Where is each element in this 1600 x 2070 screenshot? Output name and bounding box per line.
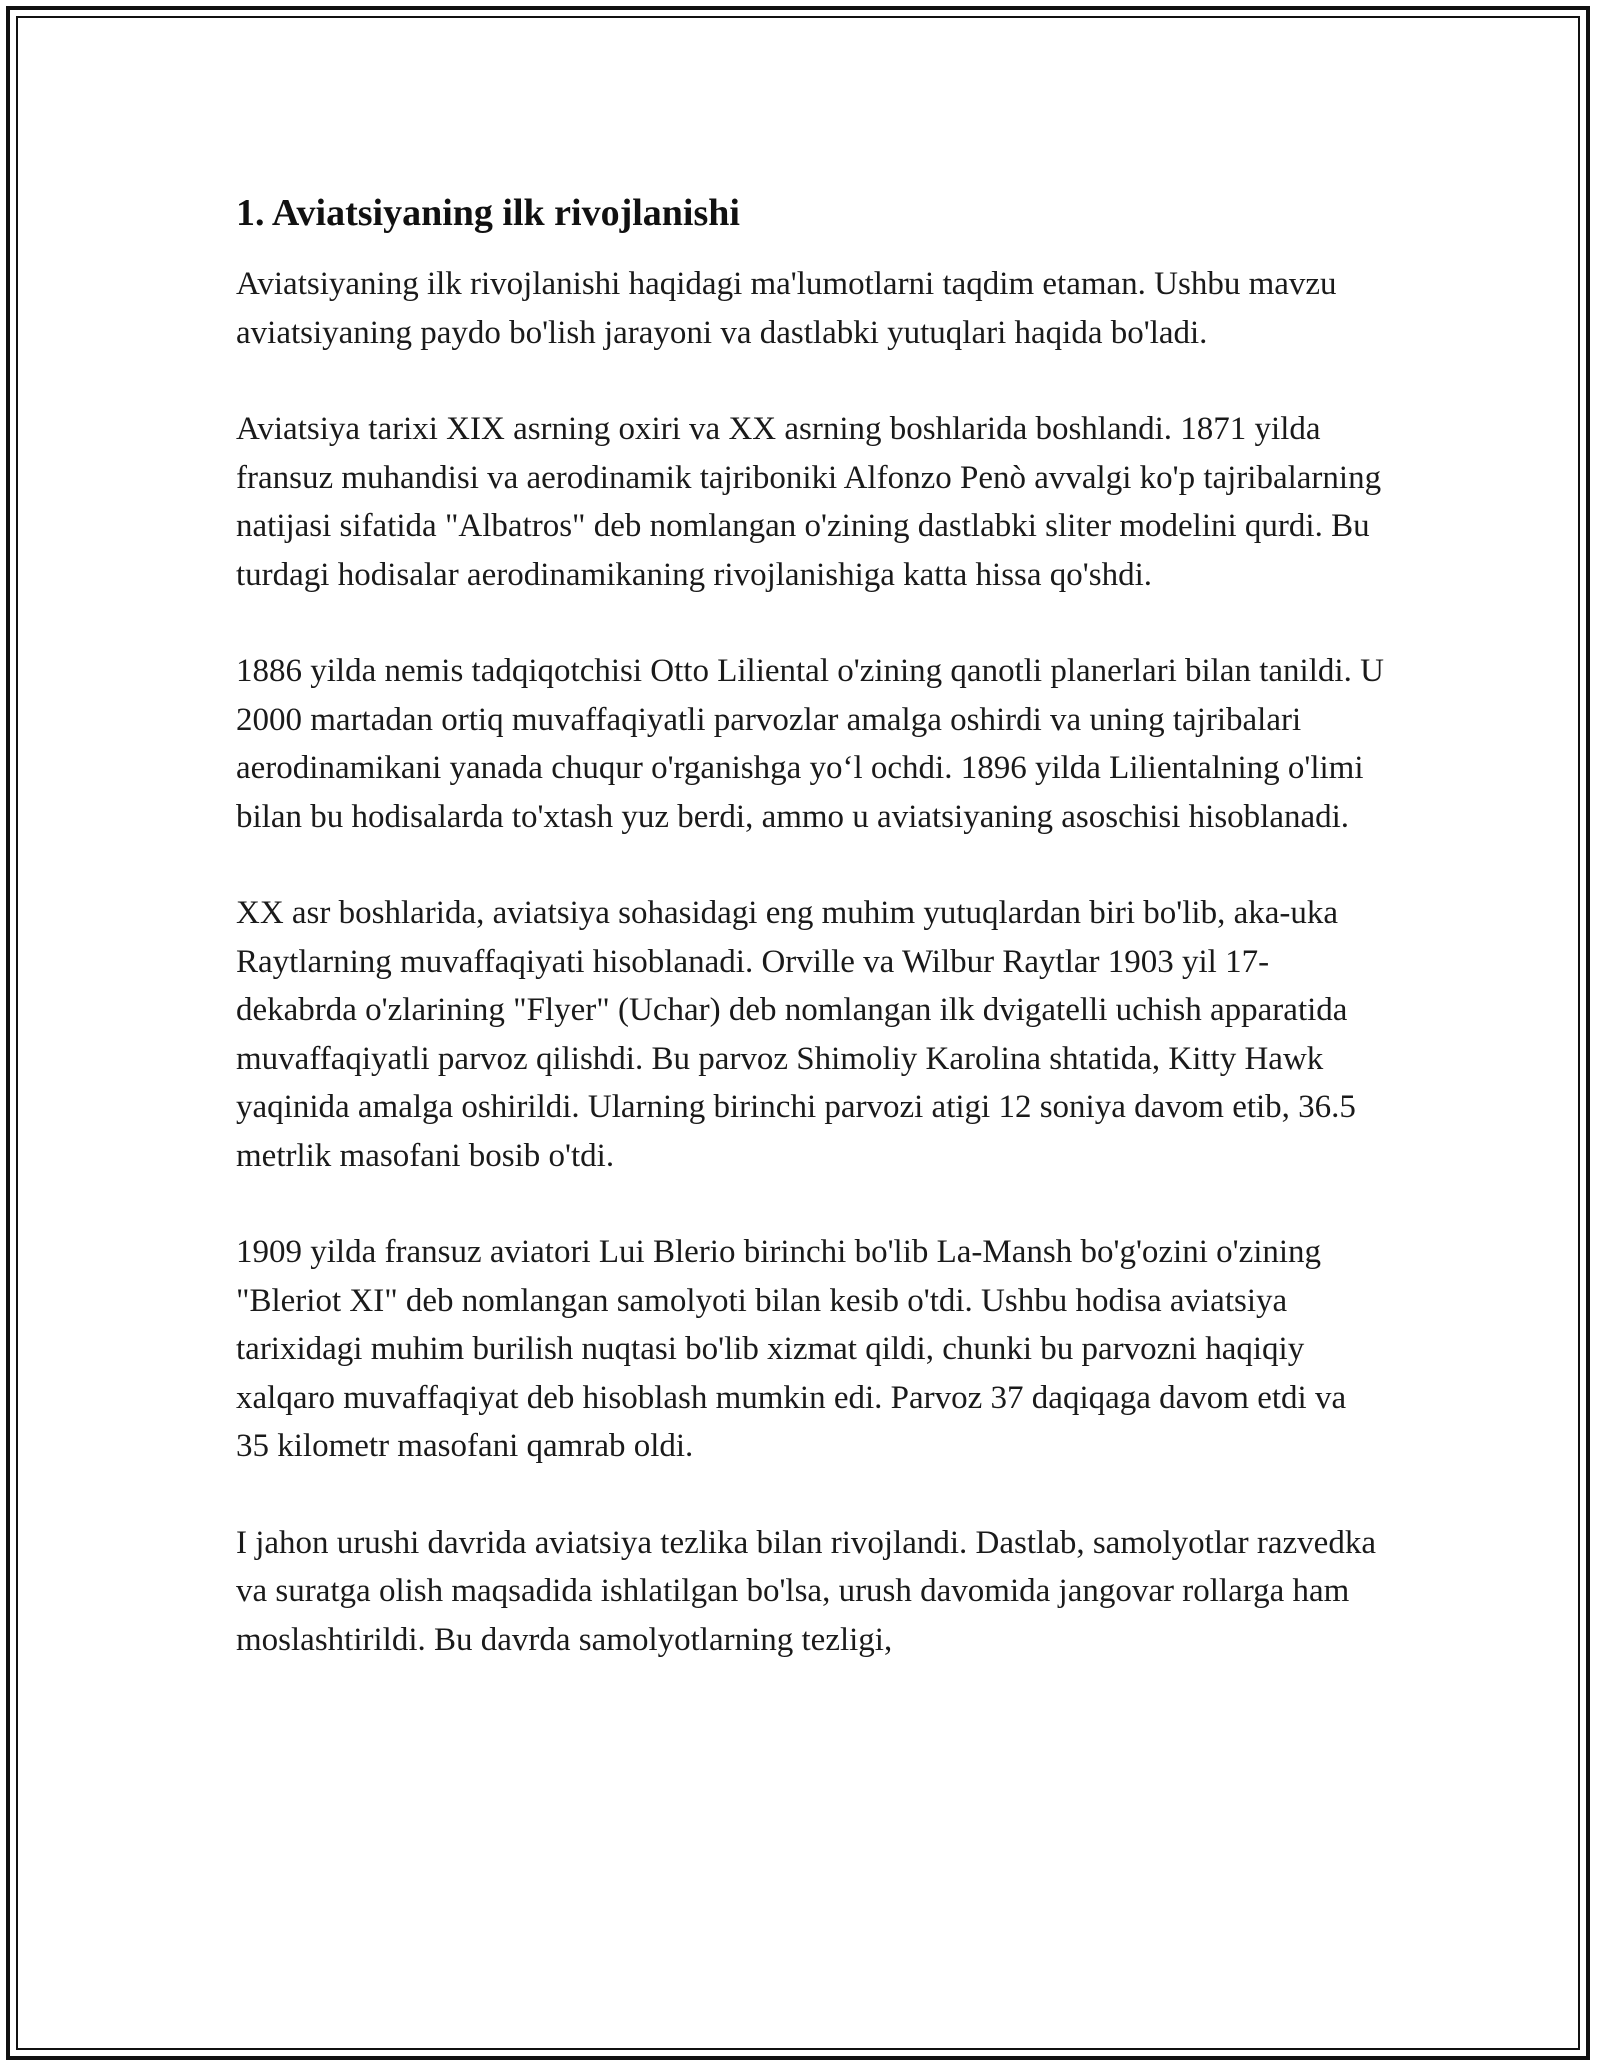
paragraph-history-start: Aviatsiya tarixi XIX asrning oxiri va XX asrning boshlarida boshlandi. 1871 yilda fransuz muhandisi va aerodinamik tajriboniki Alfonzo Penò avvalgi ko'p tajribalarning natijasi sifatida "Albatros" deb nomlangan o'zining dastlabki sliter modelini qurdi. Bu turdagi hodisalar aerodinamikaning rivojlanishiga katta hissa qo'shdi. — [236, 411, 1382, 593]
paragraph-wright-brothers: XX asr boshlarida, aviatsiya sohasidagi eng muhim yutuqlardan biri bo'lib, aka-uka Raytlarning muvaffaqiyati hisoblanadi. Orville va Wilbur Raytlar 1903 yil 17-dekabrda o'zlarining "Flyer" (Uchar) deb nomlangan ilk dvigatelli uchish apparatida muvaffaqiyatli parvoz qilishdi. Bu parvoz Shimoliy Karolina shtatida, Kitty Hawk yaqinida amalga oshirildi. Ularning birinchi parvozi atigi 12 soniya davom etib, 36.5 metrlik masofani bosib o'tdi. — [236, 895, 1356, 1174]
paragraph-world-war-one: I jahon urushi davrida aviatsiya tezlika bilan rivojlandi. Dastlab, samolyotlar razvedka va suratga olish maqsadida ishlatilgan bo'lsa, urush davomida jangovar rollarga ham moslashtirildi. Bu davrda samolyotlarning tezligi, — [236, 1524, 1376, 1658]
document-body — [236, 188, 1386, 1712]
paragraph-bleriot: 1909 yilda fransuz aviatori Lui Blerio birinchi bo'lib La-Mansh bo'g'ozini o'zining "Bleriot XI" deb nomlangan samolyoti bilan kesib o'tdi. Ushbu hodisa aviatsiya tarixidagi muhim burilish nuqtasi bo'lib xizmat qildi, chunki bu parvozni haqiqiy xalqaro muvaffaqiyat deb hisoblash mumkin edi. Parvoz 37 daqiqaga davom etdi va 35 kilometr masofani qamrab oldi. — [236, 1234, 1347, 1464]
paragraph-lilienthal: 1886 yilda nemis tadqiqotchisi Otto Liliental o'zining qanotli planerlari bilan tanildi. U 2000 martadan ortiq muvaffaqiyatli parvozlar amalga oshirdi va uning tajribalari aerodinamikani yanada chuqur o'rganishga yo‘l ochdi. 1896 yilda Lilientalning o'limi bilan bu hodisalarda to'xtash yuz berdi, ammo u aviatsiyaning asoschisi hisoblanadi. — [236, 653, 1384, 835]
paragraph-intro: Aviatsiyaning ilk rivojlanishi haqidagi ma'lumotlarni taqdim etaman. Ushbu mavzu aviatsiyaning paydo bo'lish jarayoni va dastlabki yutuqlari haqida bo'ladi. — [236, 266, 1337, 351]
section-heading: 1. Aviatsiyaning ilk rivojlanishi — [236, 192, 740, 234]
